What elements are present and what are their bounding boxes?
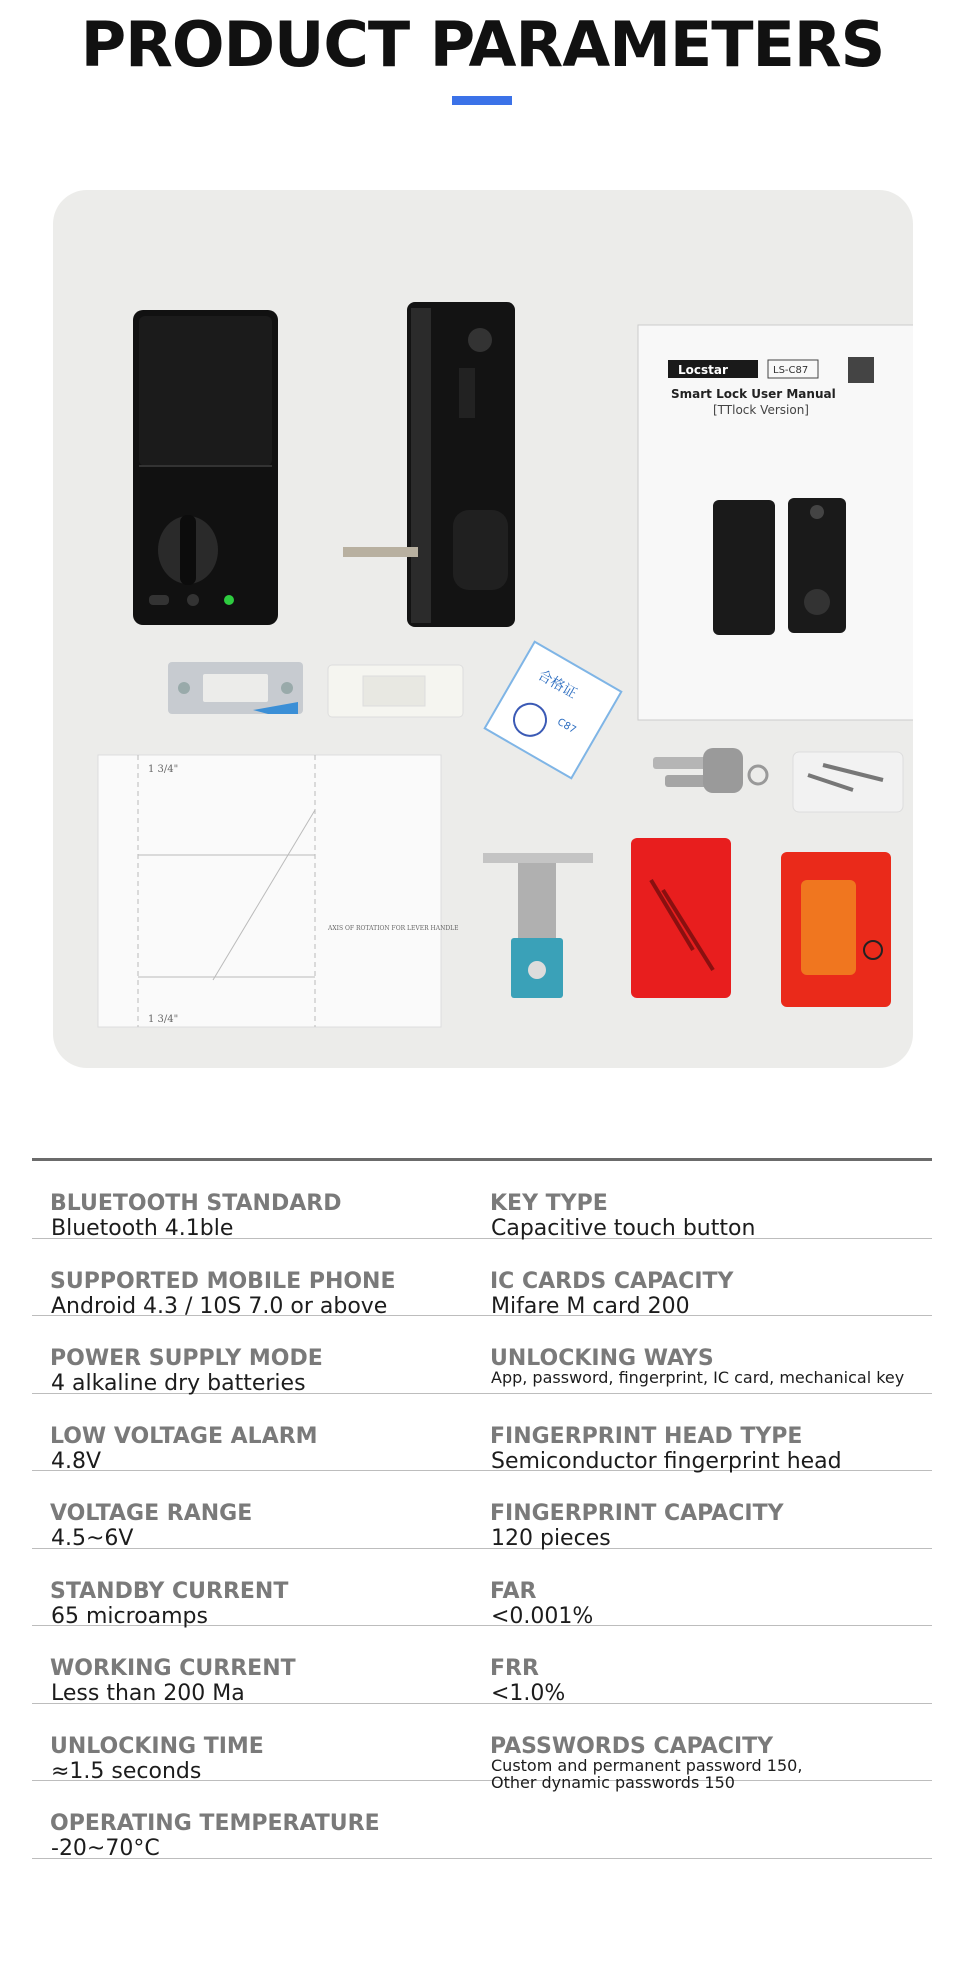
template-label-bottom: 1 3/4" <box>148 1014 179 1025</box>
strike-plate-plastic <box>328 665 463 717</box>
certificate-model: C87 <box>555 716 578 737</box>
spec-value: Capacitive touch button <box>491 1216 756 1241</box>
interior-lock-body <box>343 302 515 627</box>
spec-value: Bluetooth 4.1ble <box>51 1216 234 1241</box>
spec-label: FAR <box>490 1578 537 1604</box>
manual-model: LS-C87 <box>773 365 809 376</box>
spec-label: FINGERPRINT HEAD TYPE <box>490 1423 803 1449</box>
screw-bag-red <box>631 838 731 998</box>
spec-row <box>32 1471 932 1549</box>
spec-label: OPERATING TEMPERATURE <box>50 1811 380 1836</box>
keys <box>653 748 767 793</box>
spec-label: UNLOCKING TIME <box>50 1733 264 1759</box>
spec-row <box>32 1781 932 1859</box>
spec-value: 65 microamps <box>51 1603 208 1629</box>
spec-label: VOLTAGE RANGE <box>50 1501 253 1526</box>
spec-value-line: Other dynamic passwords 150 <box>491 1772 735 1792</box>
spec-row <box>32 1239 932 1317</box>
template-label-axis: AXIS OF ROTATION FOR LEVER HANDLE <box>328 925 459 932</box>
spec-value-line: Custom and permanent password 150, <box>491 1755 803 1775</box>
spec-label: STANDBY CURRENT <box>50 1578 289 1604</box>
spec-value: App, password, fingerprint, IC card, mechanical key <box>491 1368 905 1387</box>
spec-label: SUPPORTED MOBILE PHONE <box>50 1268 396 1294</box>
spec-label: KEY TYPE <box>490 1191 608 1216</box>
spec-row <box>32 1704 932 1792</box>
latch-bolt <box>483 853 593 998</box>
spec-value: 4.8V <box>51 1448 102 1474</box>
spec-value: Less than 200 Ma <box>51 1681 245 1706</box>
manual-title: Smart Lock User Manual <box>671 387 836 401</box>
template-label-top: 1 3/4" <box>148 764 179 775</box>
manual-brand: Locstar <box>678 363 728 377</box>
strike-plate-metal <box>168 662 303 714</box>
spec-value: Android 4.3 / 10S 7.0 or above <box>51 1293 388 1319</box>
spec-label: LOW VOLTAGE ALARM <box>50 1423 318 1449</box>
spec-row <box>32 1626 932 1704</box>
spec-label: IC CARDS CAPACITY <box>490 1268 734 1294</box>
spec-value: 4.5~6V <box>51 1526 134 1551</box>
user-manual <box>638 325 913 720</box>
spec-label: UNLOCKING WAYS <box>490 1346 714 1371</box>
manual-subtitle: [TTlock Version] <box>713 403 809 417</box>
page-title: PRODUCT PARAMETERS <box>80 8 885 81</box>
spec-row <box>32 1316 932 1394</box>
specs-table <box>32 1161 932 1859</box>
spec-value: <0.001% <box>491 1603 594 1629</box>
spec-value: 4 alkaline dry batteries <box>51 1371 306 1396</box>
spec-row <box>32 1549 932 1627</box>
spec-label: WORKING CURRENT <box>50 1656 296 1681</box>
drilling-template <box>98 755 459 1027</box>
spec-value: Mifare M card 200 <box>491 1293 690 1319</box>
spec-label: PASSWORDS CAPACITY <box>490 1733 774 1759</box>
product-photo <box>53 190 913 1068</box>
title-accent-bar <box>452 96 512 105</box>
screw-pack <box>793 752 903 812</box>
spec-row <box>32 1161 932 1239</box>
spec-value: -20~70°C <box>51 1836 160 1861</box>
quality-certificate <box>485 642 622 779</box>
spec-row <box>32 1394 932 1472</box>
spec-value: ≈1.5 seconds <box>51 1758 202 1784</box>
spec-label: BLUETOOTH STANDARD <box>50 1191 342 1216</box>
spec-value: <1.0% <box>491 1681 566 1706</box>
spec-value: 120 pieces <box>491 1526 611 1551</box>
spec-value: Semiconductor fingerprint head <box>491 1448 842 1474</box>
exterior-lock-body <box>133 310 278 625</box>
spec-label: FINGERPRINT CAPACITY <box>490 1501 784 1526</box>
spec-label: POWER SUPPLY MODE <box>50 1346 323 1371</box>
spec-label: FRR <box>490 1656 539 1681</box>
certificate-text: 合格证 <box>535 667 580 703</box>
card-bag-red <box>781 852 891 1007</box>
